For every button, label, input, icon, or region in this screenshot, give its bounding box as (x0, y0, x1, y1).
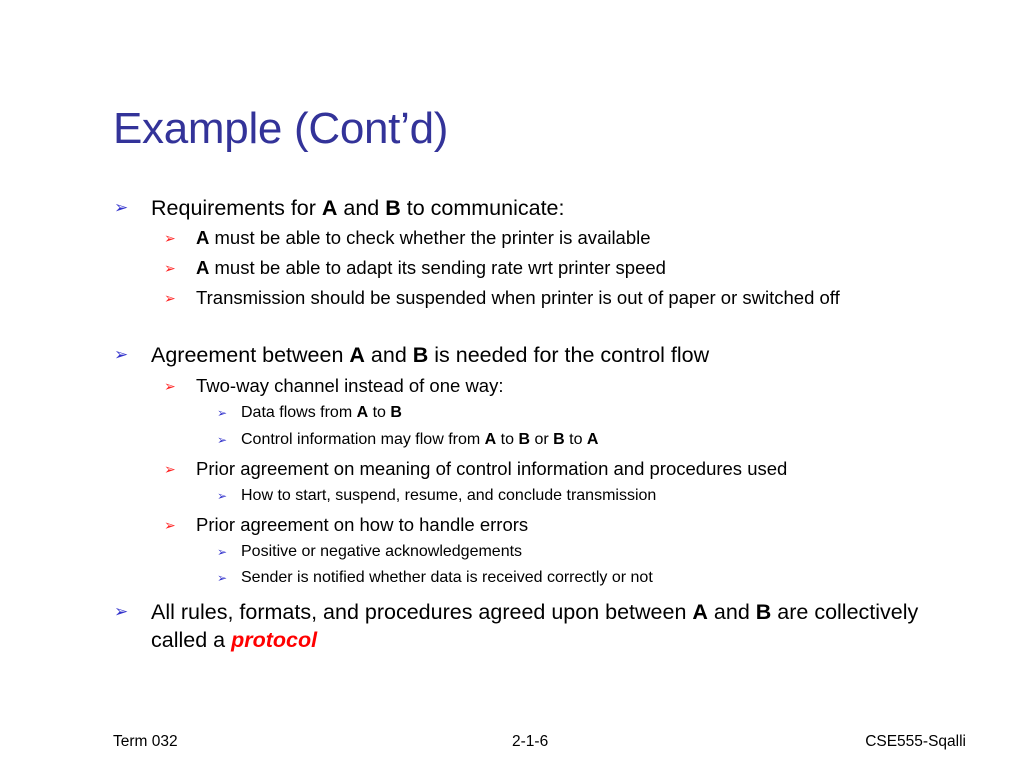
bullet-start-suspend: ➢ How to start, suspend, resume, and conclude transmission (241, 485, 961, 507)
arrow-bullet-icon: ➢ (114, 345, 129, 364)
arrow-bullet-icon: ➢ (114, 198, 129, 217)
protocol-term: protocol (231, 628, 318, 652)
bullet-handle-errors: ➢ Prior agreement on how to handle errors (164, 514, 529, 535)
bullet-acknowledgements: ➢ Positive or negative acknowledgements (241, 541, 961, 563)
arrow-bullet-icon: ➢ (217, 489, 228, 503)
bullet-data-flows: ➢ Data flows from A to B (241, 402, 961, 424)
bullet-two-way-channel: ➢ Two-way channel instead of one way: (164, 375, 504, 396)
bullet-adapt-rate: ➢ A must be able to adapt its sending rate wrt printer speed (164, 257, 666, 278)
arrow-bullet-icon: ➢ (164, 378, 176, 394)
bullet-agreement: ➢ Agreement between A and B is needed for the control flow (114, 343, 710, 367)
footer-term: Term 032 (113, 733, 178, 750)
arrow-bullet-icon: ➢ (217, 433, 228, 447)
arrow-bullet-icon: ➢ (164, 260, 176, 276)
arrow-bullet-icon: ➢ (164, 517, 176, 533)
arrow-bullet-icon: ➢ (217, 571, 228, 585)
arrow-bullet-icon: ➢ (164, 230, 176, 246)
bullet-requirements: ➢ Requirements for A and B to communicate: (114, 196, 565, 220)
bullet-protocol-definition: ➢ All rules, formats, and procedures agreed upon between A and B are collectively called a protocol (114, 600, 919, 652)
footer-slide-number: 2-1-6 (512, 733, 549, 750)
bullet-suspend-transmission: ➢ Transmission should be suspended when printer is out of paper or switched off (164, 287, 840, 308)
bullet-check-printer: ➢ A must be able to check whether the printer is available (164, 227, 651, 248)
bullet-meaning-control-info: ➢ Prior agreement on meaning of control information and procedures used (164, 458, 788, 479)
arrow-bullet-icon: ➢ (217, 406, 228, 420)
bullet-control-info-flow: ➢ Control information may flow from A to B or B to A (241, 429, 961, 451)
arrow-bullet-icon: ➢ (164, 290, 176, 306)
arrow-bullet-icon: ➢ (217, 545, 228, 559)
arrow-bullet-icon: ➢ (164, 461, 176, 477)
slide-title: Example (Cont’d) (113, 104, 449, 153)
footer-course: CSE555-Sqalli (865, 733, 966, 750)
bullet-sender-notified: ➢ Sender is notified whether data is received correctly or not (241, 567, 961, 589)
arrow-bullet-icon: ➢ (114, 602, 129, 621)
